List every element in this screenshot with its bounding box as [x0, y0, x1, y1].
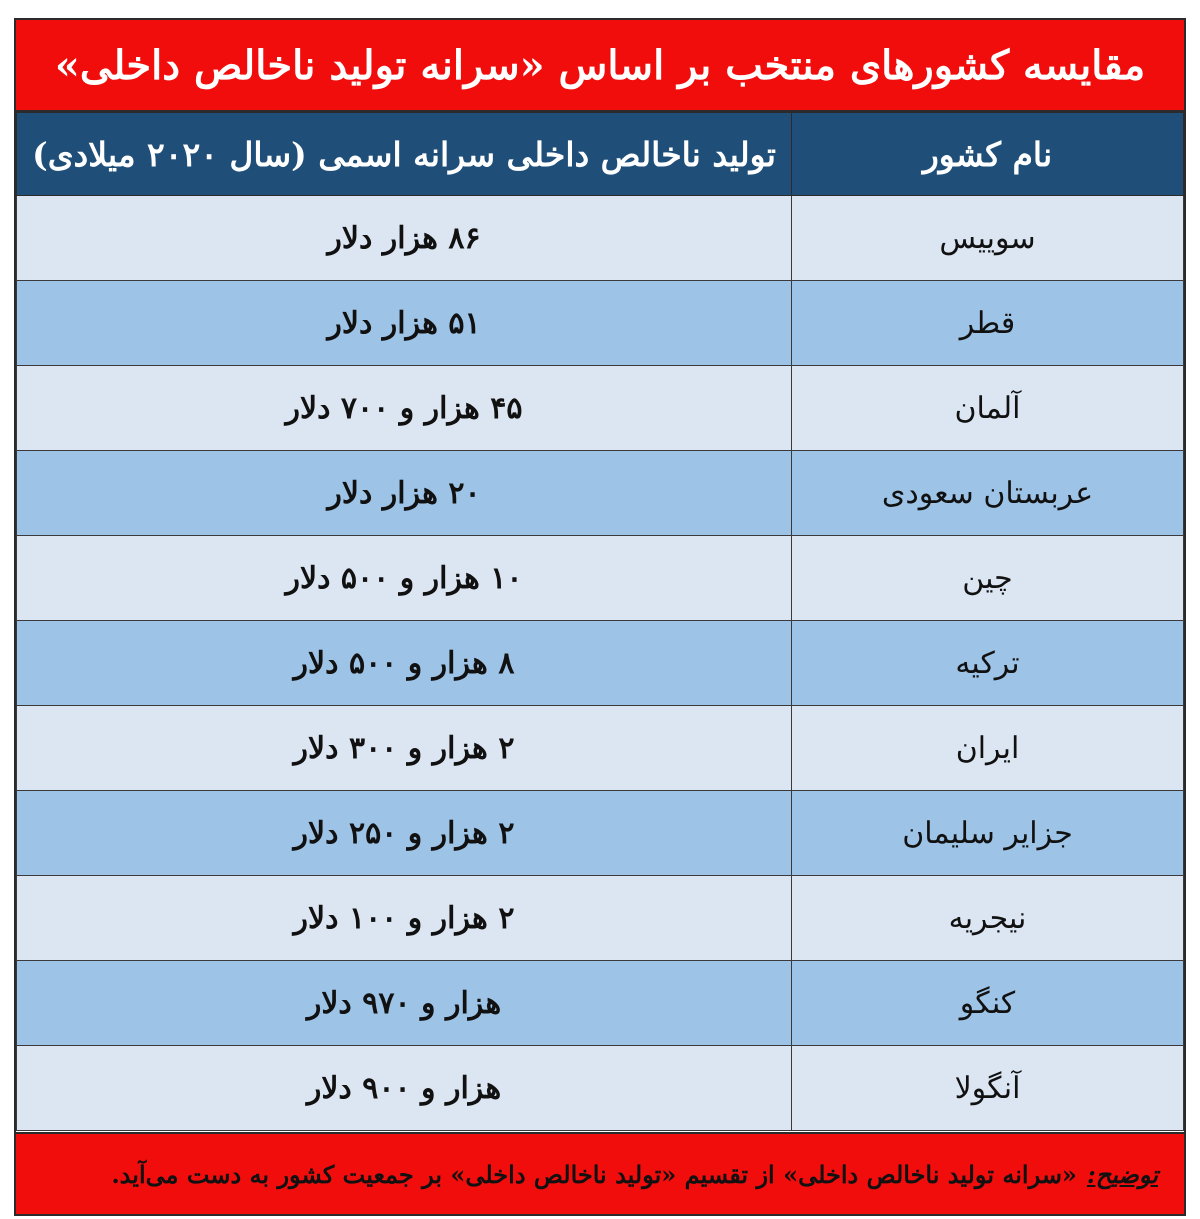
- country-cell: نیجریه: [792, 876, 1184, 961]
- country-cell: قطر: [792, 281, 1184, 366]
- table-row: [17, 876, 1184, 961]
- header-country: نام کشور: [792, 113, 1184, 196]
- table-row: [17, 621, 1184, 706]
- country-cell: آلمان: [792, 366, 1184, 451]
- gdp-value-cell: ۲۰ هزار دلار: [17, 451, 792, 536]
- gdp-value-cell: ۲ هزار و ۳۰۰ دلار: [17, 706, 792, 791]
- gdp-value-cell: ۱۰ هزار و ۵۰۰ دلار: [17, 536, 792, 621]
- gdp-value-cell: هزار و ۹۷۰ دلار: [17, 961, 792, 1046]
- gdp-value-cell: ۲ هزار و ۱۰۰ دلار: [17, 876, 792, 961]
- country-cell: عربستان سعودی: [792, 451, 1184, 536]
- table-row: [17, 281, 1184, 366]
- country-cell: ترکیه: [792, 621, 1184, 706]
- gdp-value-cell: ۵۱ هزار دلار: [17, 281, 792, 366]
- table-row: [17, 366, 1184, 451]
- gdp-table: [16, 112, 1184, 1131]
- table-row: [17, 1046, 1184, 1131]
- gdp-value-cell: ۸۶ هزار دلار: [17, 196, 792, 281]
- gdp-value-cell: هزار و ۹۰۰ دلار: [17, 1046, 792, 1131]
- table-row: [17, 196, 1184, 281]
- country-cell: آنگولا: [792, 1046, 1184, 1131]
- footnote: [16, 1132, 1184, 1214]
- country-cell: کنگو: [792, 961, 1184, 1046]
- footnote-label: توضیح:: [1086, 1159, 1158, 1189]
- header-gdp: تولید ناخالص داخلی سرانه اسمی (سال ۲۰۲۰ میلادی): [17, 113, 792, 196]
- table-row: [17, 706, 1184, 791]
- country-cell: جزایر سلیمان: [792, 791, 1184, 876]
- country-cell: چین: [792, 536, 1184, 621]
- table-row: [17, 791, 1184, 876]
- country-cell: ایران: [792, 706, 1184, 791]
- table-row: [17, 451, 1184, 536]
- gdp-value-cell: ۴۵ هزار و ۷۰۰ دلار: [17, 366, 792, 451]
- gdp-value-cell: ۸ هزار و ۵۰۰ دلار: [17, 621, 792, 706]
- table-header-row: [17, 113, 1184, 196]
- gdp-comparison-infographic: [14, 18, 1186, 1216]
- table-row: [17, 536, 1184, 621]
- gdp-value-cell: ۲ هزار و ۲۵۰ دلار: [17, 791, 792, 876]
- table-row: [17, 961, 1184, 1046]
- page-title: مقایسه کشورهای منتخب بر اساس «سرانه تولید ناخالص داخلی»: [16, 20, 1184, 112]
- footnote-text: «سرانه تولید ناخالص داخلی» از تقسیم «تولید ناخالص داخلی» بر جمعیت کشور به دست می‌آید.: [111, 1159, 1077, 1189]
- country-cell: سوییس: [792, 196, 1184, 281]
